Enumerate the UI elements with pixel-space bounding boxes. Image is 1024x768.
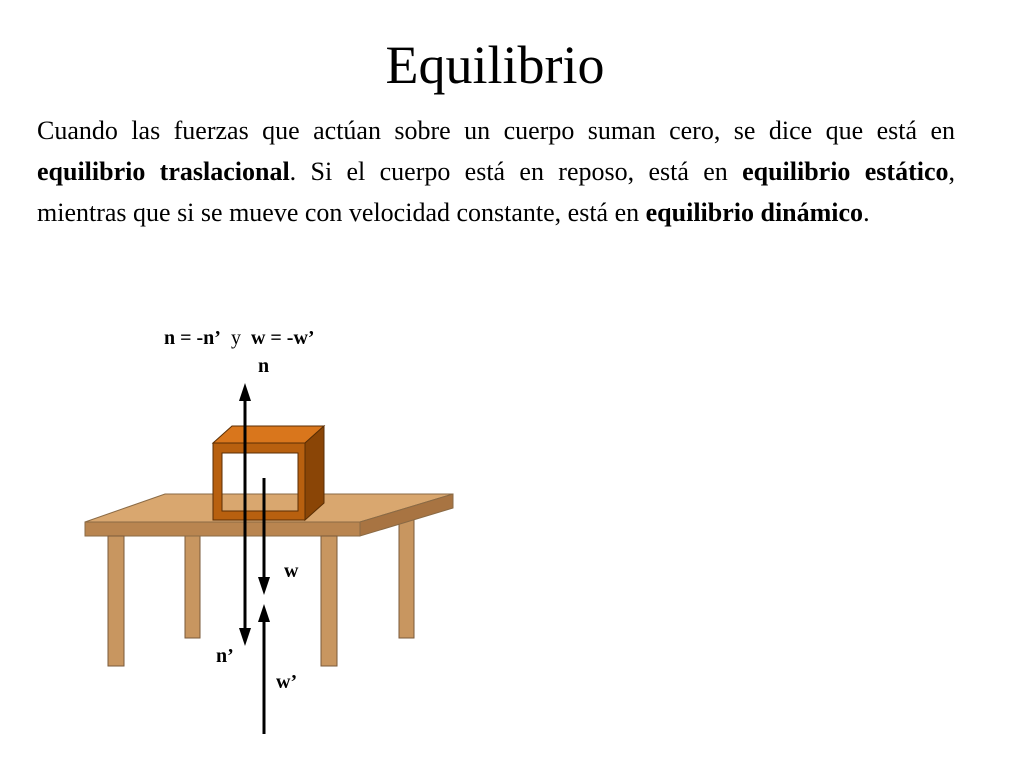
text-run: , mientras que si se mueve con velocidad constante, está en [37, 157, 956, 227]
slide-title: Equilibrio [385, 35, 605, 95]
table-leg-front-right [321, 536, 337, 666]
text-run: . [863, 198, 870, 227]
table-top-front-edge [85, 522, 360, 536]
text-run: . Si el cuerpo está en reposo, está en [289, 157, 743, 186]
label-w: w [284, 560, 299, 582]
equation-n: n = -n’ [164, 327, 221, 349]
table-leg-front-left [108, 536, 124, 666]
arrow-w-head [258, 577, 270, 595]
label-w-prime: w’ [276, 671, 298, 693]
arrow-w-prime-head [258, 604, 270, 622]
table-leg-back-right [399, 520, 414, 638]
equation-label [164, 327, 315, 349]
equation-connector: y [230, 327, 241, 349]
table-leg-back-left [185, 535, 200, 638]
term-traslacional: equilibrio traslacional [37, 157, 290, 186]
equation-w: w = -w’ [250, 327, 315, 349]
label-n-prime: n’ [216, 645, 234, 667]
box-side [305, 426, 324, 520]
arrow-n-prime-head [239, 628, 251, 646]
term-dinamico: equilibrio dinámico [645, 198, 864, 227]
label-n: n [258, 355, 270, 377]
text-run: Cuando las fuerzas que actúan sobre un cuerpo suman cero, se dice que está en [37, 116, 955, 145]
arrow-n-head [239, 383, 251, 401]
term-estatico: equilibrio estático [742, 157, 949, 186]
